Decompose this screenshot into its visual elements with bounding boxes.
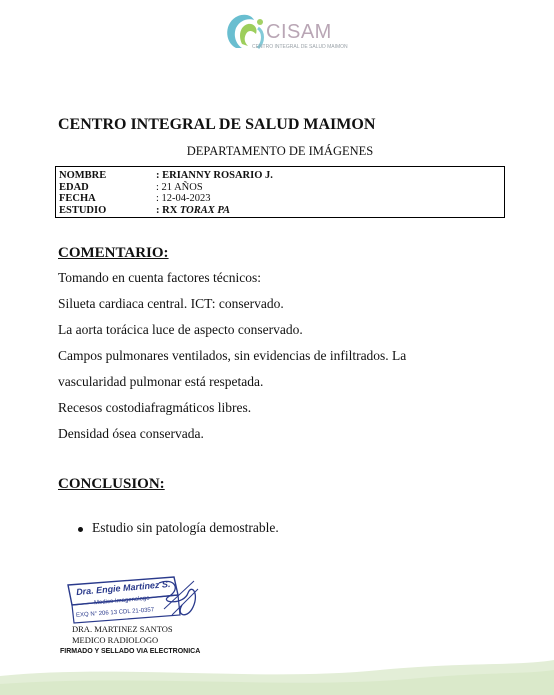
exam-date-value: : 12-04-2023 [156, 193, 211, 204]
exam-date-label: FECHA [59, 193, 96, 204]
logo-wordmark: CISAM [266, 21, 332, 43]
comment-line: La aorta torácica luce de aspecto conservado. [58, 322, 303, 337]
comment-line: vascularidad pulmonar está respetada. [58, 374, 264, 389]
conclusion-item: Estudio sin patología demostrable. [92, 520, 279, 535]
doctor-title: MEDICO RADIOLOGO [72, 635, 159, 645]
patient-age-value: : 21 AÑOS [156, 181, 203, 193]
comment-line: Tomando en cuenta factores técnicos: [58, 270, 261, 285]
study-row [56, 205, 504, 217]
comment-line: Recesos costodiafragmáticos libres. [58, 400, 252, 415]
stamp-doctor-name: Dra. Engie Martinez S. [75, 578, 171, 598]
department-title: DEPARTAMENTO DE IMÁGENES [186, 144, 374, 158]
stamp-license: EXQ N° 206 13 CDL 21-0357 [75, 607, 155, 619]
conclusion-heading: CONCLUSION: [58, 476, 165, 492]
patient-name-value: : ERIANNY ROSARIO J. [156, 170, 273, 181]
logo-subtitle: CENTRO INTEGRAL DE SALUD MAIMON [252, 44, 348, 50]
electronic-signature-note: FIRMADO Y SELLADO VIA ELECTRONICA [60, 648, 201, 655]
doctor-name: DRA. MARTINEZ SANTOS [72, 624, 173, 634]
comment-line: Silueta cardiaca central. ICT: conservado. [58, 296, 284, 311]
study-label: ESTUDIO [59, 204, 107, 216]
comment-line: Densidad ósea conservada. [58, 426, 204, 441]
study-colon: : [156, 204, 163, 216]
bullet-icon [78, 527, 83, 532]
exam-date-row [56, 193, 504, 205]
signature-stamp [64, 575, 214, 625]
patient-age-row [56, 182, 504, 194]
patient-name-label: NOMBRE [59, 170, 107, 181]
comment-line: Campos pulmonares ventilados, sin evidencias de infiltrados. La [58, 348, 407, 363]
stamp-role: Medico Imagenologo [93, 595, 150, 607]
patient-name-row [56, 170, 504, 182]
study-value-upright: RX [162, 204, 180, 216]
patient-info-box [55, 166, 505, 218]
study-value-italic: TORAX PA [179, 204, 231, 216]
center-name-heading: CENTRO INTEGRAL DE SALUD MAIMON [58, 116, 376, 133]
comment-heading: COMENTARIO: [58, 245, 169, 261]
patient-age-label: EDAD [59, 181, 89, 193]
footer-wave-decoration [0, 656, 554, 695]
study-value [156, 205, 230, 217]
cisam-logo [222, 8, 362, 54]
